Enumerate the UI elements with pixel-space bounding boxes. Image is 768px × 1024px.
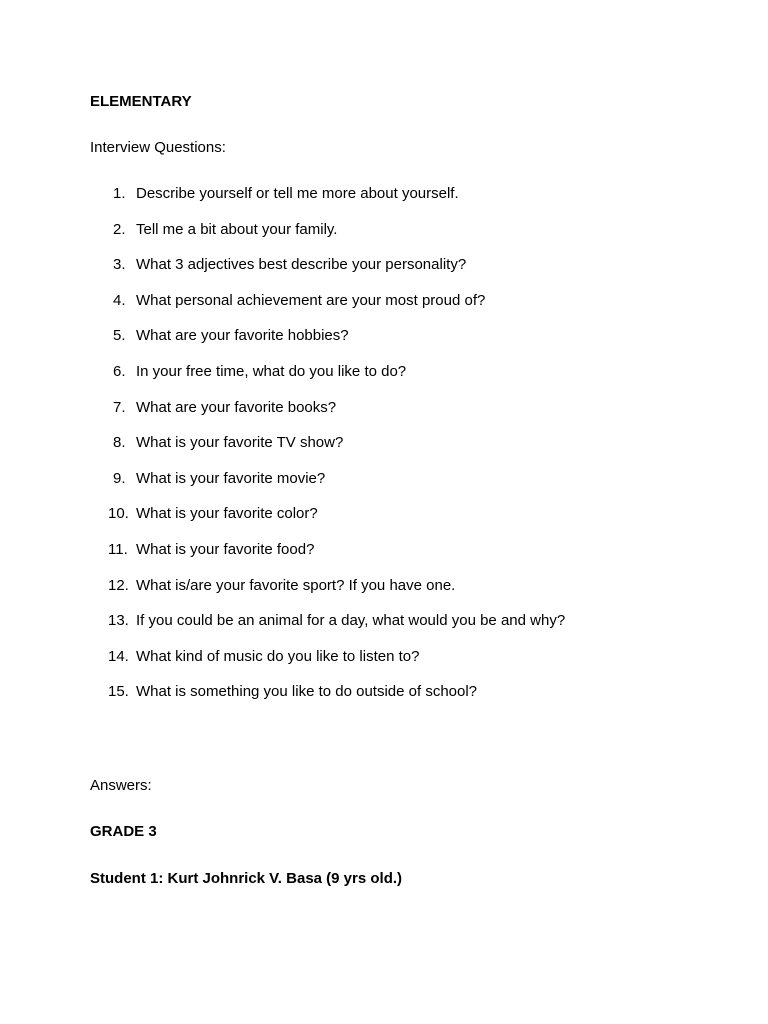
question-text: What are your favorite books?: [136, 398, 337, 416]
student-heading: Student 1: Kurt Johnrick V. Basa (9 yrs old.): [90, 870, 403, 887]
question-number: 9.: [113, 469, 126, 487]
question-item: [0, 292, 768, 328]
question-number: 15.: [108, 683, 129, 701]
question-text: What is your favorite movie?: [136, 469, 326, 487]
question-item: [0, 221, 768, 257]
question-text: What is your favorite color?: [136, 505, 318, 523]
question-number: 11.: [108, 540, 128, 558]
question-item: [0, 470, 768, 506]
document-title: ELEMENTARY: [90, 93, 192, 110]
question-text: What is/are your favorite sport? If you have one.: [136, 576, 456, 594]
question-text: Describe yourself or tell me more about yourself.: [136, 185, 459, 202]
question-item: [0, 399, 768, 435]
question-number: 6.: [113, 362, 126, 380]
question-number: 10.: [108, 505, 129, 523]
question-item: [0, 363, 768, 399]
question-item: [0, 185, 768, 221]
question-text: In your free time, what do you like to do?: [136, 362, 407, 380]
question-text: What personal achievement are your most proud of?: [136, 291, 486, 309]
question-item: [0, 327, 768, 363]
question-item: [0, 577, 768, 613]
question-number: 8.: [113, 434, 126, 452]
question-item: [0, 612, 768, 648]
question-number: 5.: [113, 327, 126, 345]
question-item: [0, 505, 768, 541]
question-number: 1.: [113, 185, 126, 202]
question-text: Tell me a bit about your family.: [136, 220, 338, 238]
question-text: What is your favorite food?: [136, 540, 315, 558]
question-text: What 3 adjectives best describe your personality?: [136, 256, 467, 274]
question-text: If you could be an animal for a day, what would you be and why?: [136, 612, 566, 630]
question-text: What are your favorite hobbies?: [136, 327, 349, 345]
question-item: [0, 683, 768, 719]
question-number: 3.: [113, 256, 126, 274]
question-number: 12.: [108, 576, 129, 594]
question-number: 13.: [108, 612, 129, 630]
question-text: What kind of music do you like to listen to?: [136, 647, 420, 665]
question-number: 4.: [113, 291, 126, 309]
question-number: 14.: [108, 647, 129, 665]
question-item: [0, 541, 768, 577]
question-text: What is your favorite TV show?: [136, 434, 344, 452]
question-number: 2.: [113, 220, 126, 238]
question-item: [0, 434, 768, 470]
question-list: [0, 185, 768, 719]
question-text: What is something you like to do outside of school?: [136, 683, 478, 701]
question-number: 7.: [113, 398, 126, 416]
intro-label: Interview Questions:: [90, 139, 226, 156]
answers-label: Answers:: [90, 777, 152, 794]
grade-heading: GRADE 3: [90, 823, 157, 840]
question-item: [0, 256, 768, 292]
question-item: [0, 648, 768, 684]
